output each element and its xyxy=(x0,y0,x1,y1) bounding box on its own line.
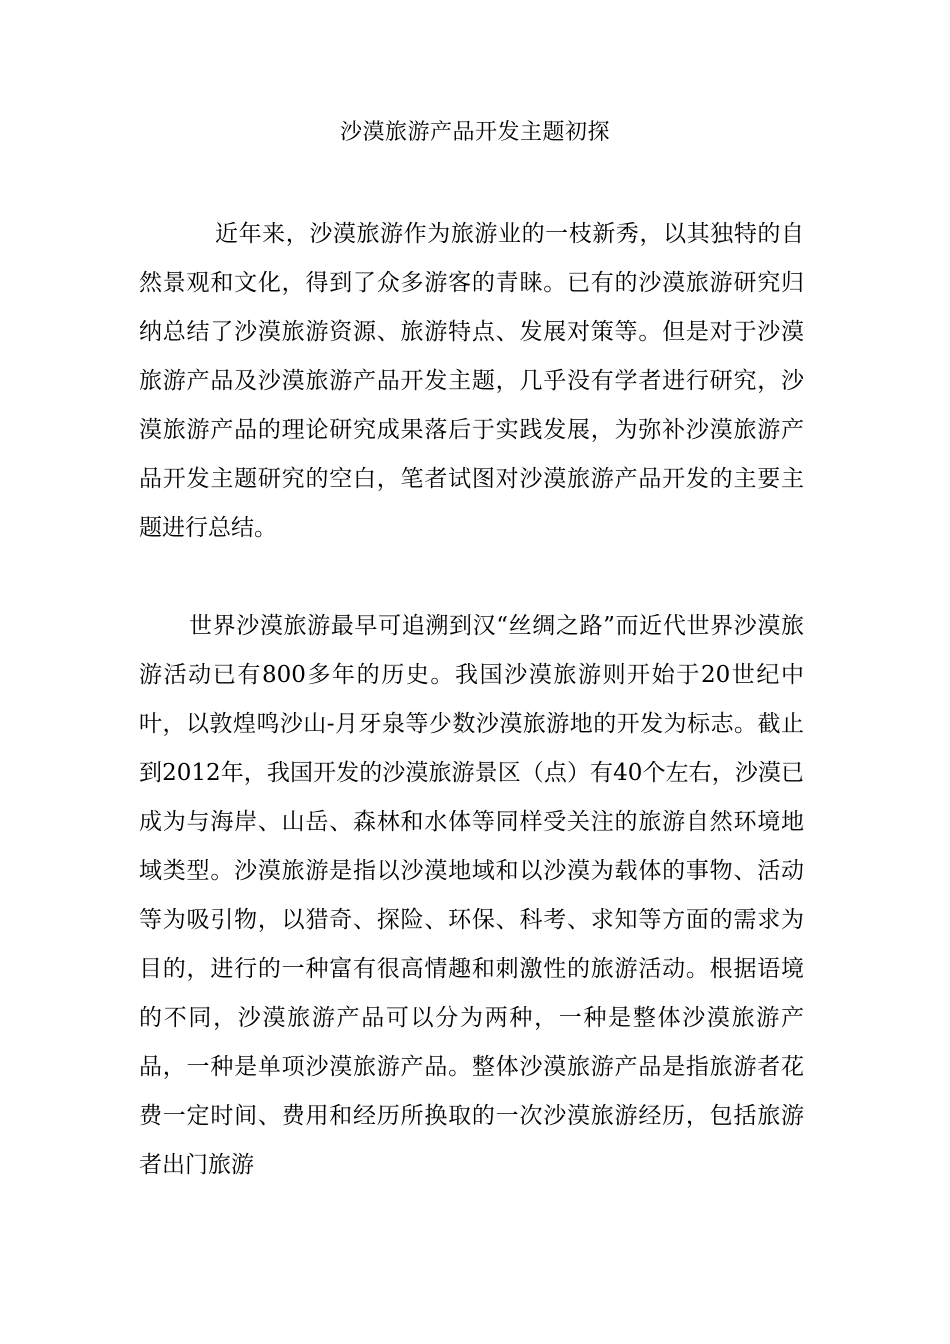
document-title: 沙漠旅游产品开发主题初探 xyxy=(339,120,610,145)
document-body xyxy=(139,210,804,1190)
paragraph: 世界沙漠旅游最早可追溯到汉“丝绸之路”而近代世界沙漠旅游活动已有800多年的历史。我国沙漠旅游则开始于20世纪中叶，以敦煌鸣沙山-月牙泉等少数沙漠旅游地的开发为标志。截止到2012年，我国开发的沙漠旅游景区（点）有40个左右，沙漠已成为与海岸、山岳、森林和水体等同样受关注的旅游自然环境地域类型。沙漠旅游是指以沙漠地域和以沙漠为载体的事物、活动等为吸引物，以猎奇、探险、环保、科考、求知等方面的需求为目的，进行的一种富有很高情趣和刺激性的旅游活动。根据语境的不同，沙漠旅游产品可以分为两种，一种是整体沙漠旅游产品，一种是单项沙漠旅游产品。整体沙漠旅游产品是指旅游者花费一定时间、费用和经历所换取的一次沙漠旅游经历，包括旅游者出门旅游 xyxy=(139,613,804,1178)
paragraph: 近年来，沙漠旅游作为旅游业的一枝新秀，以其独特的自然景观和文化，得到了众多游客的青睐。已有的沙漠旅游研究归纳总结了沙漠旅游资源、旅游特点、发展对策等。但是对于沙漠旅游产品及沙漠旅游产品开发主题，几乎没有学者进行研究，沙漠旅游产品的理论研究成果落后于实践发展，为弥补沙漠旅游产品开发主题研究的空白，笔者试图对沙漠旅游产品开发的主要主题进行总结。 xyxy=(139,221,804,541)
